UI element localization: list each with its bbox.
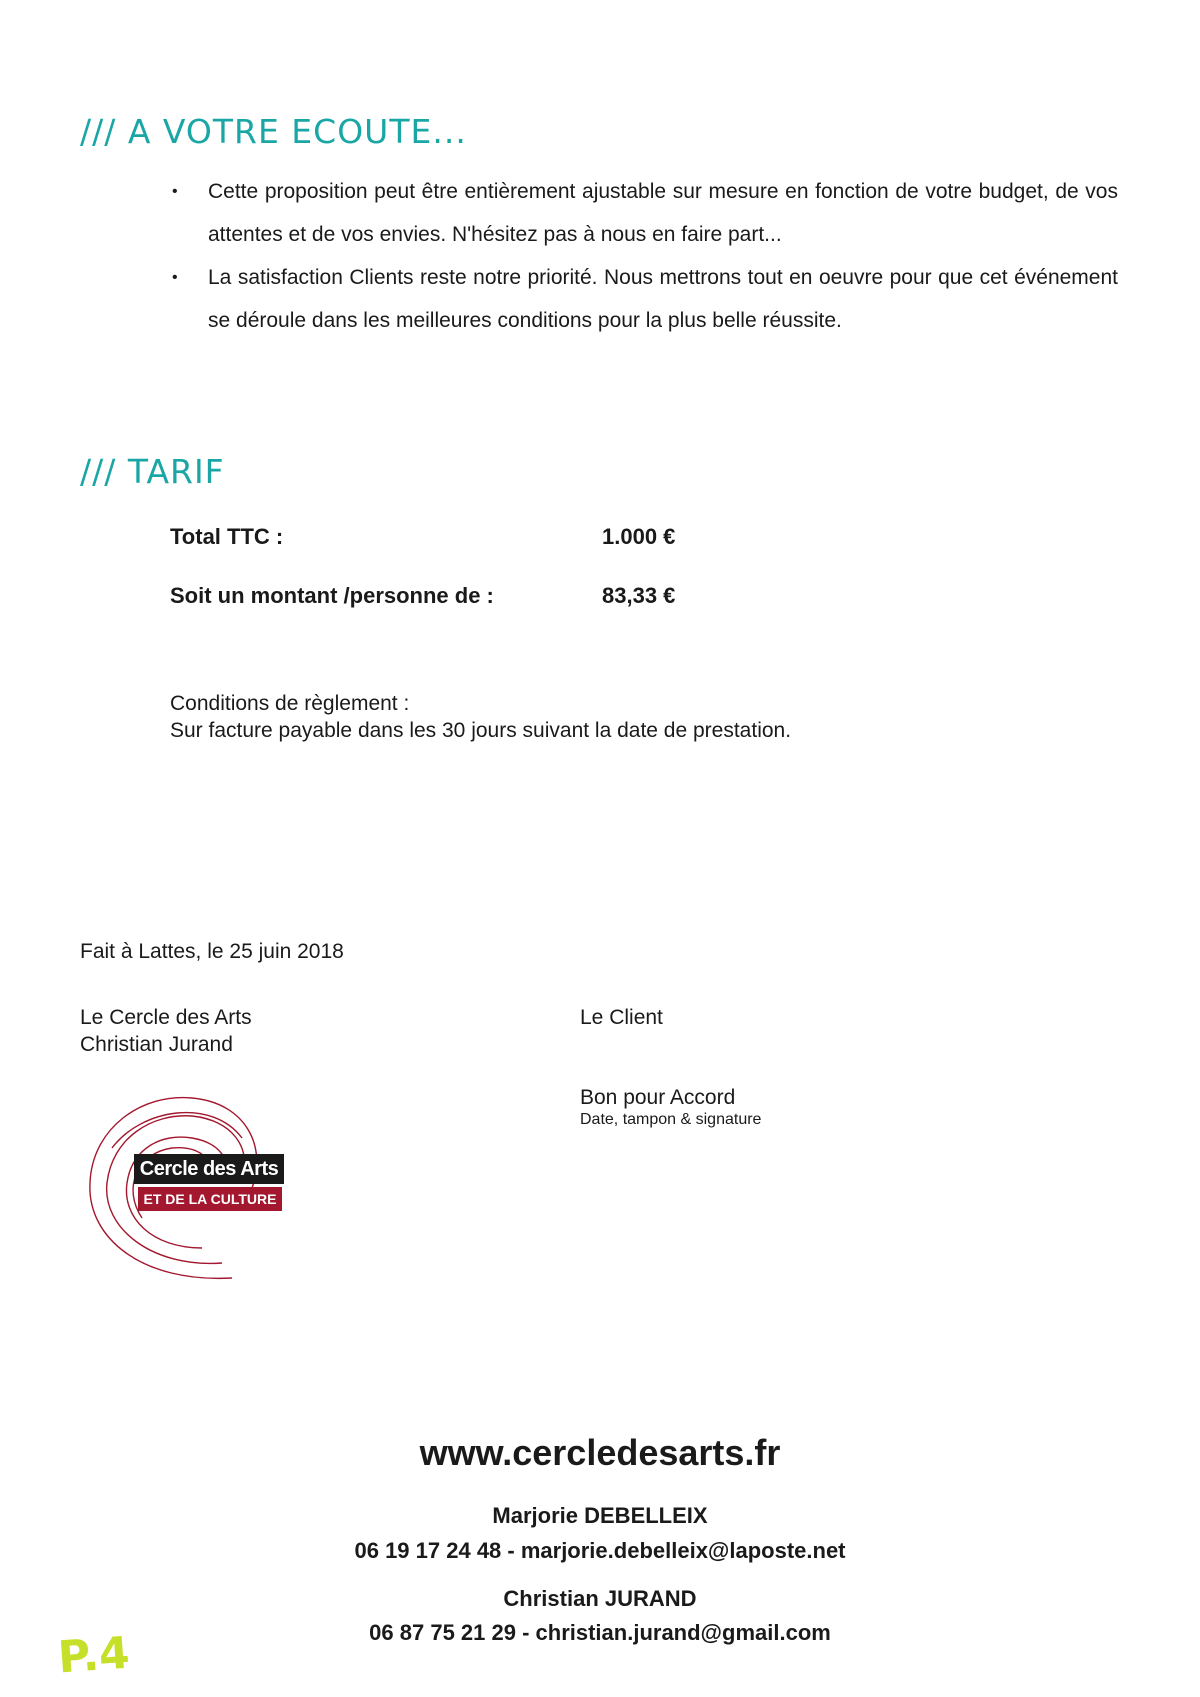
bullet-text: Cette proposition peut être entièrement ajustable sur mesure en fonction de votre budget, de vos attentes et de vos envies. N'hésitez pas à nous en faire part... (208, 180, 1118, 246)
org-name: Le Cercle des Arts (80, 1006, 252, 1029)
per-person-label: Soit un montant /personne de : (170, 583, 494, 608)
section-title-ecoute: /// A VOTRE ECOUTE... (80, 112, 467, 151)
bullet-dot-icon: • (172, 269, 178, 286)
per-person-value: 83,33 € (602, 583, 676, 608)
conditions-title: Conditions de règlement : (170, 692, 410, 715)
total-value: 1.000 € (602, 524, 676, 549)
contact2-name: Christian JURAND (503, 1586, 697, 1611)
website-link[interactable]: www.cercledesarts.fr (419, 1432, 781, 1473)
bullet-text: La satisfaction Clients reste notre priorité. Nous mettrons tout en oeuvre pour que cet événement se déroule dans les meilleures conditions pour la plus belle réussite. (208, 266, 1118, 332)
contact2-details[interactable]: 06 87 75 21 29 - christian.jurand@gmail.com (369, 1620, 831, 1645)
client-label: Le Client (580, 1006, 663, 1029)
contact1-name: Marjorie DEBELLEIX (492, 1503, 708, 1528)
place-date: Fait à Lattes, le 25 juin 2018 (80, 940, 344, 963)
ecoute-bullet-list (168, 170, 1118, 342)
total-label: Total TTC : (170, 524, 284, 549)
bullet-dot-icon: • (172, 183, 178, 200)
agreement-note: Date, tampon & signature (580, 1111, 762, 1128)
agreement-label: Bon pour Accord (580, 1086, 736, 1109)
org-person: Christian Jurand (80, 1033, 233, 1056)
conditions-text: Sur facture payable dans les 30 jours suivant la date de prestation. (170, 719, 792, 742)
list-item (168, 256, 1118, 342)
list-item (168, 170, 1118, 256)
page-number: P.4 (56, 1627, 132, 1684)
section-title-tarif: /// TARIF (80, 452, 225, 491)
contact1-details[interactable]: 06 19 17 24 48 - marjorie.debelleix@laposte.net (354, 1538, 846, 1563)
logo-line2: ET DE LA CULTURE (143, 1191, 277, 1207)
logo-banner-red (138, 1187, 282, 1211)
logo-line1: Cercle des Arts (139, 1158, 279, 1180)
logo-banner-black (134, 1154, 284, 1184)
